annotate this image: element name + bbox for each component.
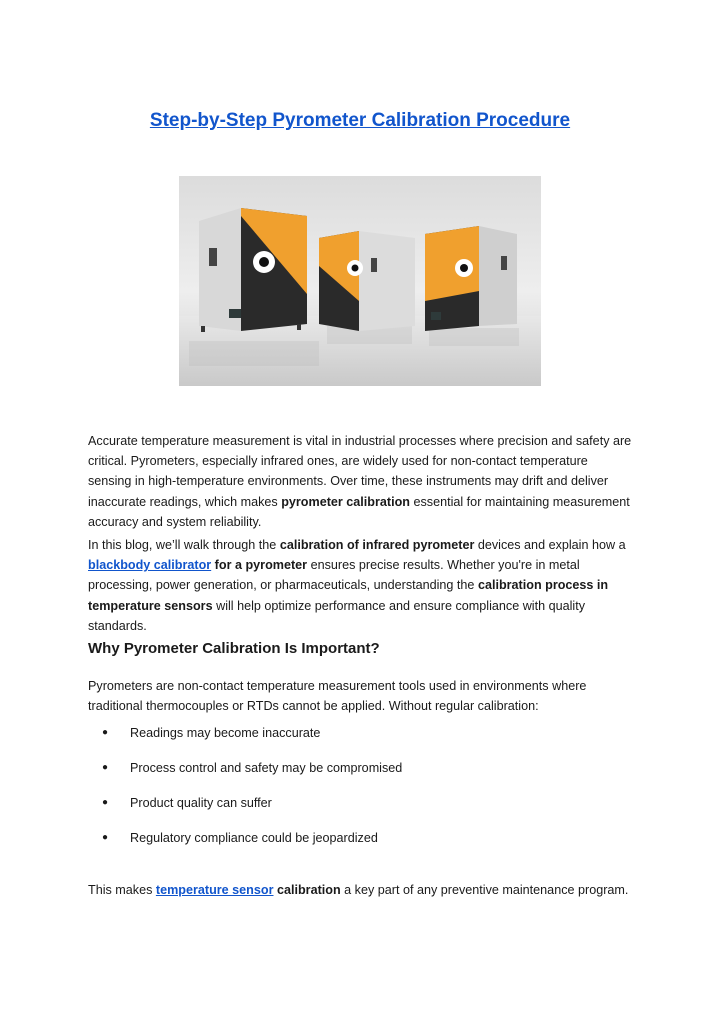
section-heading: Why Pyrometer Calibration Is Important?	[88, 640, 380, 657]
list-item-text: Regulatory compliance could be jeopardized	[130, 831, 378, 845]
closing-text-b: a key part of any preventive maintenance program.	[340, 883, 629, 897]
list-item	[102, 828, 402, 863]
bullet-list	[102, 723, 402, 863]
list-item	[102, 793, 402, 828]
bullet-icon: ●	[102, 832, 109, 843]
list-item-text: Process control and safety may be compromised	[130, 761, 403, 775]
page-title[interactable]: Step-by-Step Pyrometer Calibration Procedure	[149, 110, 571, 131]
blackbody-calibrators-illustration	[179, 176, 541, 386]
list-item	[102, 723, 402, 758]
bullet-icon: ●	[102, 797, 109, 808]
intro-p2-text-b: devices and explain how a	[474, 538, 626, 552]
calibrator-product-image	[179, 176, 541, 386]
intro-p2-text-c: ensures precise results. Whether you're in metal processing, power generation, or pharmaceuticals, understanding the	[88, 558, 580, 593]
intro-p2-bold-1: calibration of infrared pyrometer	[279, 538, 475, 552]
intro-p2-bold-3: calibration process in temperature sensors	[88, 578, 609, 613]
closing-text-a: This makes	[88, 883, 156, 897]
intro-p2-bold-2: for a pyrometer	[211, 558, 308, 573]
list-item-text: Product quality can suffer	[130, 796, 272, 810]
list-item-text: Readings may become inaccurate	[130, 726, 321, 740]
intro-p1-text-a: Accurate temperature measurement is vital in industrial processes where precision and safety are critical. Pyrometers, especially infrared ones, are widely used for non-contact temperature sensing in high-temperature environments. Over time, these instruments may drift and deliver inaccurate readings, which makes	[88, 434, 632, 509]
closing-paragraph	[88, 880, 633, 900]
intro-paragraph-2	[88, 535, 633, 636]
blackbody-calibrator-link[interactable]: blackbody calibrator	[88, 558, 212, 573]
intro-p2-text-a: In this blog, we’ll walk through the	[88, 538, 280, 552]
intro-p1-bold: pyrometer calibration	[281, 494, 410, 509]
bullet-icon: ●	[102, 727, 109, 738]
calibrator-unit-right	[425, 226, 517, 331]
intro-paragraph-1	[88, 431, 633, 532]
bullet-icon: ●	[102, 762, 109, 773]
list-item	[102, 758, 402, 793]
calibrator-unit-left	[199, 208, 307, 332]
calibrator-unit-middle	[319, 231, 415, 331]
intro-p1-text-b: essential for maintaining measurement accuracy and system reliability.	[88, 494, 630, 529]
intro-p2-text-d: will help optimize performance and ensure compliance with quality standards.	[88, 598, 585, 633]
closing-bold: calibration	[273, 883, 341, 897]
section-paragraph: Pyrometers are non-contact temperature measurement tools used in environments where traditional thermocouples or RTDs cannot be applied. Without regular calibration:	[88, 679, 587, 714]
temperature-sensor-link[interactable]: temperature sensor	[155, 883, 274, 897]
